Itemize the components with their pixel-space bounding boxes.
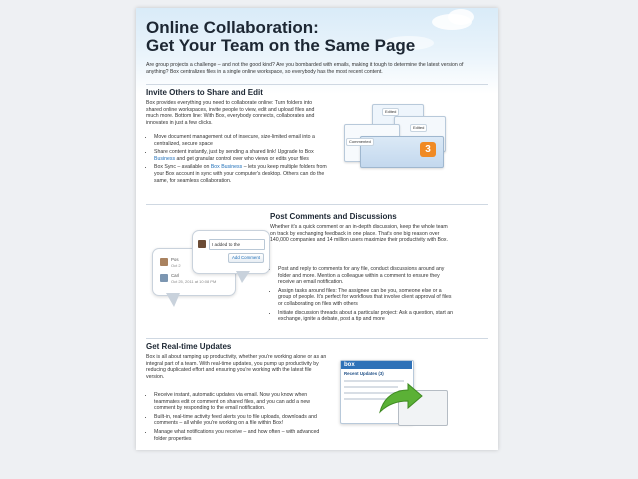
comment-date: Oct 25, 2011 at 10:08 PM [171, 279, 217, 284]
commenter-name: Pos [171, 257, 179, 262]
commenter-name: Carl [171, 273, 180, 278]
speech-bubble-tail [236, 271, 250, 283]
section-updates-bullets [146, 392, 332, 444]
business-link[interactable]: Business [154, 155, 176, 162]
box-business-link[interactable]: Box Business [210, 164, 243, 171]
bullet-text: and get granular control over who views or edits your files [175, 155, 309, 162]
section-comments-body: Whether it's a quick comment or an in-depth discussion, keep the whole team on track by exchanging feedback in one place. That's one big reason over 140,000 companies and 14 million users maximize their productivity with Box. [270, 224, 448, 244]
title-line-1: Online Collaboration: [146, 18, 319, 37]
comment-bubbles-illustration [152, 230, 272, 322]
section-invite-body: Box provides everything you need to collaborate online: Turn folders into shared online workspaces, invite people to view, edit and upload files and much more. Bottom line: With Box, everybody connects, collaborates and innovates in just a few clicks. [146, 100, 315, 126]
bullet-item: • Built-in, real-time activity feed alerts you to file uploads, downloads and comments – all while you're working on a file within Box! [154, 414, 332, 427]
avatar [198, 240, 206, 248]
commented-tag: Commented [346, 138, 374, 146]
email-updates-illustration [336, 360, 454, 434]
section-comments-bullets [270, 266, 456, 325]
bullet-item: • Manage what notifications you receive – and how often – with advanced folder properties [154, 429, 332, 442]
intro-paragraph: Are group projects a challenge – and not the good kind? Are you bombarded with emails, making it tough to determine the latest version of anything? Box centralizes files in a single online workspace, so everybody has the most recent content. [146, 62, 464, 75]
section-heading-updates: Get Real-time Updates [146, 342, 232, 351]
section-invite-bullets [146, 134, 332, 186]
document-page [136, 8, 498, 450]
section-divider [146, 338, 488, 339]
section-heading-invite: Invite Others to Share and Edit [146, 88, 263, 97]
bullet-item: • Assign tasks around files: The assignee can be you, someone else or a group of people. It's perfect for workflows that involve client approval of files or collaborating on files with others [278, 288, 456, 308]
notification-badge: 3 [420, 142, 436, 157]
edited-tag: Edited [410, 124, 427, 132]
comment-input[interactable]: I added to the [209, 239, 265, 250]
bullet-item: • Initiate discussion threads about a particular project: Ask a question, start an exchange, ignite a debate, post a tip and more [278, 310, 456, 323]
bullet-text: Share content instantly, just by sending a shared link! Upgrade to Box [154, 149, 314, 156]
comment-date: Oct 2 [171, 263, 181, 268]
bullet-item: • Move document management out of insecure, size-limited email into a centralized, secure space [154, 134, 332, 147]
add-comment-button[interactable]: Add Comment [228, 253, 264, 263]
section-updates-body: Box is all about ramping up productivity, whether you're working alone or as an integral part of a team. With real-time updates, you pump up productivity by reducing duplicated effort and ensuring you're working with the latest file version. [146, 354, 327, 380]
bullet-item [154, 149, 332, 162]
bullet-item: • Receive instant, automatic updates via email. Now you know when teammates edit or comment on shared files, and you can add a new comment by responding to the email notification. [154, 392, 332, 412]
bullet-item [154, 164, 332, 184]
bullet-text: – lets you keep multiple folders from your Box account in sync with your computer's desktop. Others can do the same, for seamless collaboration. [154, 164, 327, 184]
bullet-text: Box Sync – available on [154, 164, 211, 171]
section-divider [146, 84, 488, 85]
bullet-item: • Post and reply to comments for any file, conduct discussions around any folder and more. Mention a colleague within a comment to ensure they receive an email notification. [278, 266, 456, 286]
page-title [146, 19, 476, 55]
edited-tag: Edited [382, 108, 399, 116]
title-line-2: Get Your Team on the Same Page [146, 36, 416, 55]
avatar [160, 274, 168, 282]
avatar [160, 258, 168, 266]
arrow-icon [376, 382, 424, 418]
email-subject: Recent Updates (3) [344, 371, 384, 376]
speech-bubble [192, 230, 270, 274]
section-divider [146, 204, 488, 205]
box-logo: box [344, 362, 355, 368]
speech-bubble-tail [166, 293, 180, 307]
section-heading-comments: Post Comments and Discussions [270, 212, 397, 221]
shared-folder-illustration [336, 98, 454, 178]
